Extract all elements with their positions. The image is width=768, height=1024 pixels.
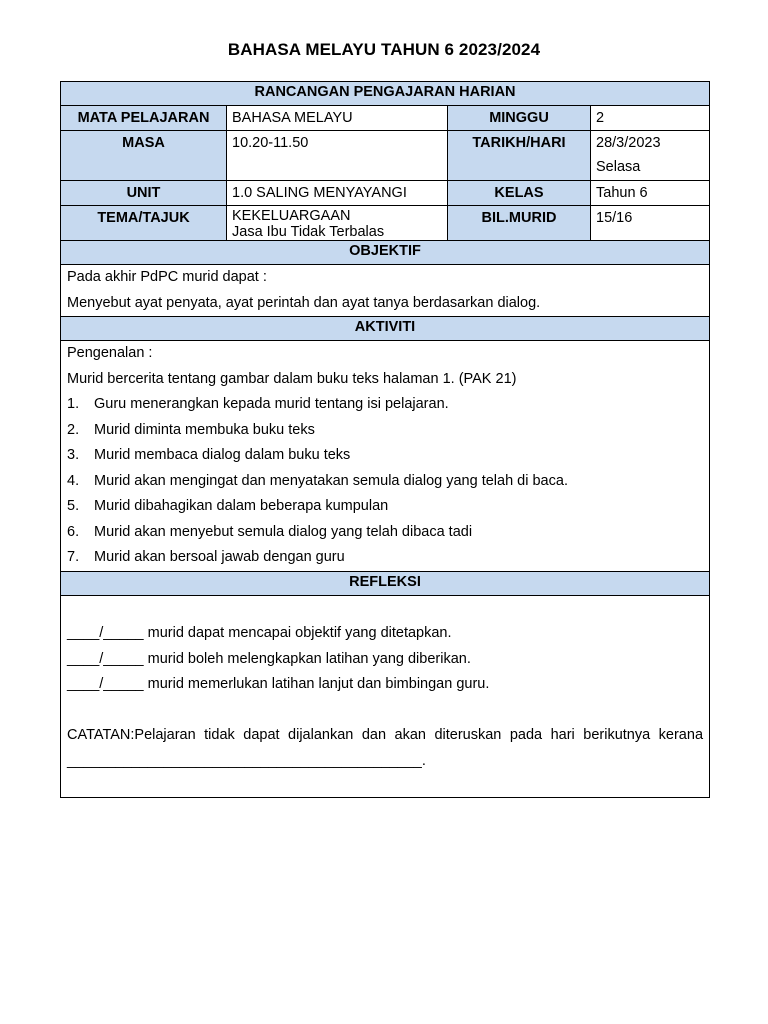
date-label: TARIKH/HARI — [448, 131, 591, 181]
activity-step — [67, 418, 703, 444]
week-label: MINGGU — [448, 106, 591, 131]
theme-row — [61, 206, 710, 241]
step-number: 1. — [67, 396, 80, 412]
step-number: 4. — [67, 472, 80, 489]
objective-header: OBJEKTIF — [61, 241, 710, 265]
objective-text: Menyebut ayat penyata, ayat perintah dan ayat tanya berdasarkan dialog. — [67, 294, 541, 311]
step-text: Murid akan mengingat dan menyatakan semula dialog yang telah di baca. — [94, 472, 568, 489]
step-number: 2. — [67, 421, 80, 438]
step-number: 6. — [67, 523, 80, 540]
topic-value: Jasa Ibu Tidak Terbalas — [232, 224, 385, 240]
step-text: Murid dibahagikan dalam beberapa kumpulan — [94, 498, 389, 514]
activity-step — [67, 545, 703, 571]
activity-intro-text: Murid bercerita tentang gambar dalam buku teks halaman 1. (PAK 21) — [67, 370, 517, 387]
reflection-note: CATATAN:Pelajaran tidak dapat dijalankan dan akan diteruskan pada hari berikutnya kerana ____________________________________________. — [67, 727, 704, 769]
reflection-line: ____/_____ murid boleh melengkapkan latihan yang diberikan. — [67, 650, 471, 667]
students-label: BIL.MURID — [448, 206, 591, 241]
activity-cell — [61, 341, 710, 572]
week-value: 2 — [591, 106, 710, 131]
step-number: 5. — [67, 498, 80, 514]
theme-cell — [227, 206, 448, 241]
activity-step — [67, 392, 703, 418]
objective-header-row — [61, 241, 710, 265]
objective-row — [61, 265, 710, 317]
activity-intro-label: Pengenalan : — [67, 345, 153, 361]
activity-row — [61, 341, 710, 572]
objective-intro: Pada akhir PdPC murid dapat : — [67, 269, 267, 285]
step-number: 7. — [67, 549, 80, 565]
objective-cell — [61, 265, 710, 317]
plan-header-row — [61, 82, 710, 106]
lesson-plan-table — [60, 81, 710, 798]
reflection-header: REFLEKSI — [61, 571, 710, 595]
reflection-line: ____/_____ murid dapat mencapai objektif yang ditetapkan. — [67, 625, 452, 641]
document-title: BAHASA MELAYU TAHUN 6 2023/2024 — [227, 40, 541, 59]
unit-label: UNIT — [61, 181, 227, 206]
subject-label: MATA PELAJARAN — [61, 106, 227, 131]
time-value: 10.20-11.50 — [227, 131, 448, 181]
activity-step — [67, 469, 703, 495]
reflection-line: ____/_____ murid memerlukan latihan lanjut dan bimbingan guru. — [67, 676, 490, 692]
subject-row — [61, 106, 710, 131]
class-value: Tahun 6 — [591, 181, 710, 206]
reflection-row — [61, 595, 710, 797]
activity-step — [67, 520, 703, 546]
class-label: KELAS — [448, 181, 591, 206]
date-day-cell — [591, 131, 710, 181]
theme-value: KEKELUARGAAN — [232, 208, 351, 224]
step-text: Guru menerangkan kepada murid tentang isi pelajaran. — [94, 396, 449, 412]
students-value: 15/16 — [591, 206, 710, 241]
theme-label: TEMA/TAJUK — [61, 206, 227, 241]
step-text: Murid akan menyebut semula dialog yang telah dibaca tadi — [94, 523, 473, 540]
reflection-header-row — [61, 571, 710, 595]
step-text: Murid akan bersoal jawab dengan guru — [94, 549, 345, 565]
reflection-cell — [61, 595, 710, 797]
time-row — [61, 131, 710, 181]
step-text: Murid membaca dialog dalam buku teks — [94, 447, 351, 463]
activity-header: AKTIVITI — [61, 317, 710, 341]
activity-header-row — [61, 317, 710, 341]
date-value: 28/3/2023 — [596, 135, 661, 151]
unit-value: 1.0 SALING MENYAYANGI — [227, 181, 448, 206]
activity-step — [67, 443, 703, 469]
time-label: MASA — [61, 131, 227, 181]
activity-step — [67, 494, 703, 520]
subject-value: BAHASA MELAYU — [227, 106, 448, 131]
step-number: 3. — [67, 447, 80, 463]
plan-header: RANCANGAN PENGAJARAN HARIAN — [61, 82, 710, 106]
step-text: Murid diminta membuka buku teks — [94, 421, 315, 438]
unit-row — [61, 181, 710, 206]
day-value: Selasa — [596, 159, 641, 175]
